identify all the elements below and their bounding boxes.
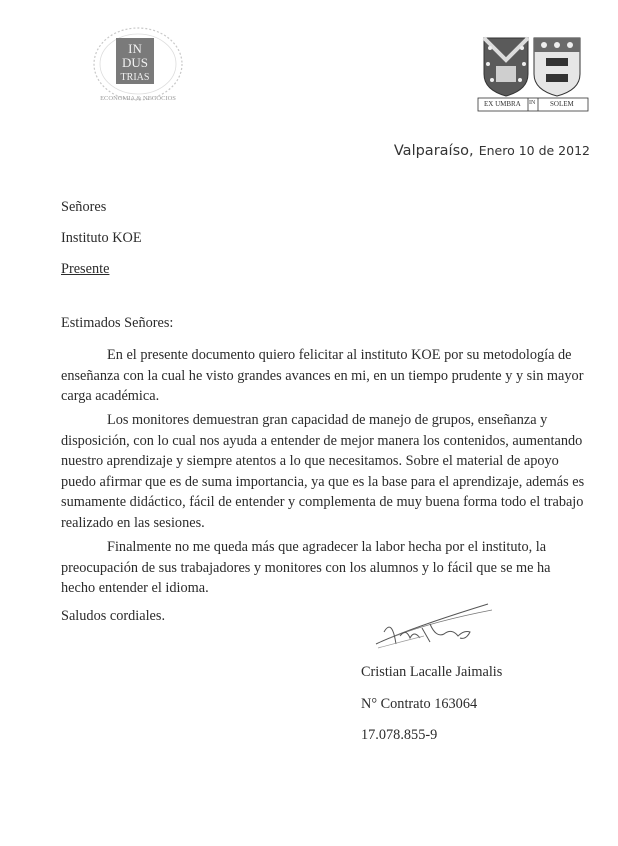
motto-left: EX UMBRA <box>484 100 521 108</box>
contract-number: N° Contrato 163064 <box>361 696 478 712</box>
p3-line: Finalmente no me queda más que agradecer la labor hecha por el instituto, la <box>107 539 547 555</box>
p3-line: hecho entender el idioma. <box>61 580 209 596</box>
industrias-logo <box>88 24 188 108</box>
recipient-line-1: Señores <box>61 199 107 215</box>
p2-line: Los monitores demuestran gran capacidad de manejo de grupos, enseñanza y <box>107 412 548 428</box>
motto-right: SOLEM <box>550 100 574 108</box>
svg-text:DUS: DUS <box>121 55 149 70</box>
body-paragraph-1 <box>61 345 601 407</box>
motto-mid: IN <box>529 100 536 106</box>
handwritten-signature <box>370 598 500 654</box>
p3-line: preocupación de sus trabajadores y monitores con los alumnos y lo fácil que se me ha <box>61 559 551 576</box>
signer-name: Cristian Lacalle Jaimalis <box>361 664 503 680</box>
svg-text:ECONOMIA & NEGOCIOS: ECONOMIA & NEGOCIOS <box>100 95 176 102</box>
p1-line: enseñanza con la cual he visto grandes avances en mi, en un tiempo prudente y y sin mayor <box>61 367 584 384</box>
industrias-logo-graphic <box>88 24 188 108</box>
body-paragraph-2 <box>61 410 601 533</box>
signature-graphic <box>370 598 500 654</box>
p2-line: puedo afirmar que es de suma importancia, ya que es la base para el aprendizaje, además es <box>61 473 585 490</box>
svg-text:TRIAS: TRIAS <box>120 72 150 83</box>
presente-underlined: Presente <box>61 261 110 277</box>
svg-text:IN: IN <box>128 41 142 56</box>
p1-line: En el presente documento quiero felicitar al instituto KOE por su metodología de <box>107 347 572 363</box>
recipient-line-3 <box>61 259 109 280</box>
recipient-line-2: Instituto KOE <box>61 230 142 246</box>
salutation: Estimados Señores: <box>61 315 174 331</box>
date-line <box>394 140 590 159</box>
signer-id: 17.078.855-9 <box>361 727 438 743</box>
coat-of-arms-logo <box>476 34 590 114</box>
closing: Saludos cordiales. <box>61 608 166 624</box>
p2-line: nuestro aprendizaje y siempre atentos a lo que necesitamos. Sobre el material de apoyo <box>61 453 559 469</box>
p2-line: disposición, con lo cual nos ayuda a entender de mejor manera los contenidos, aumentando <box>61 432 583 449</box>
p2-line: sumamente didáctico, fácil de entender y complementa de muy buena forma todo el trabajo <box>61 494 584 510</box>
date-text: Enero 10 de 2012 <box>478 143 590 158</box>
date-city: Valparaíso, <box>393 143 474 159</box>
p1-line: carga académica. <box>61 388 160 404</box>
body-paragraph-3 <box>61 537 601 599</box>
p2-line: realizado en las sesiones. <box>61 514 205 531</box>
